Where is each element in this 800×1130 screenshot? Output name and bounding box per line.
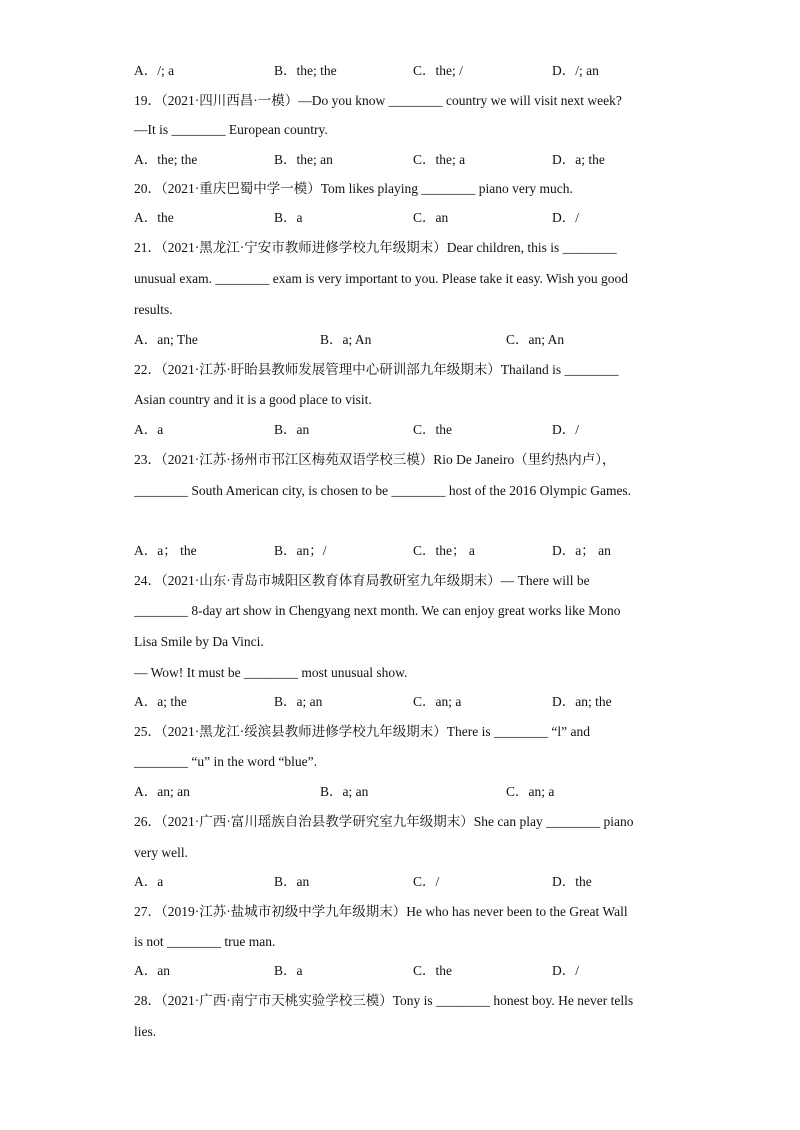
answer-options xyxy=(134,693,694,711)
answer-option-b[interactable]: B．an xyxy=(274,874,310,889)
answer-options xyxy=(134,783,694,801)
answer-options xyxy=(134,331,694,349)
question-stem: 26．（2021·广西·富川瑶族自治县教学研究室九年级期末）She can play ________ piano xyxy=(134,814,634,829)
question-stem-continued: Lisa Smile by Da Vinci. xyxy=(134,634,264,649)
answer-options xyxy=(134,873,694,891)
question-stem-continued: Asian country and it is a good place to visit. xyxy=(134,392,372,407)
question-stem-continued: — Wow! It must be ________ most unusual show. xyxy=(134,665,408,680)
answer-option-c[interactable]: C．the; / xyxy=(413,63,463,78)
answer-option-b[interactable]: B．the; an xyxy=(274,152,333,167)
answer-option-a[interactable]: A．an xyxy=(134,963,170,978)
question-stem-continued: ________ “u” in the word “blue”. xyxy=(134,754,317,769)
question-stem: 19．（2021·四川西昌·一模）—Do you know ________ country we will visit next week? xyxy=(134,93,622,108)
answer-option-a[interactable]: A．an; an xyxy=(134,784,190,799)
question-stem: 25．（2021·黑龙江·绥滨县教师进修学校九年级期末）There is ________ “l” and xyxy=(134,724,590,739)
answer-option-b[interactable]: B．a; an xyxy=(274,694,323,709)
answer-options xyxy=(134,962,694,980)
question-stem-continued: ________ South American city, is chosen to be ________ host of the 2016 Olympic Games. xyxy=(134,483,632,498)
answer-option-b[interactable]: B．a xyxy=(274,963,303,978)
answer-option-c[interactable]: C．the； a xyxy=(413,543,475,558)
answer-option-b[interactable]: B．a xyxy=(274,210,303,225)
answer-option-b[interactable]: B．an；/ xyxy=(274,543,327,558)
question-stem: 22．（2021·江苏·盱眙县教师发展管理中心研训部九年级期末）Thailand is ________ xyxy=(134,362,619,377)
answer-option-a[interactable]: A．a; the xyxy=(134,694,187,709)
answer-option-b[interactable]: B．an xyxy=(274,422,310,437)
answer-option-b[interactable]: B．a; an xyxy=(320,784,369,799)
answer-option-c[interactable]: C．an; a xyxy=(506,784,555,799)
question-stem: 28．（2021·广西·南宁市天桃实验学校三模）Tony is ________ honest boy. He never tells xyxy=(134,993,634,1008)
answer-option-d[interactable]: D．a； an xyxy=(552,543,611,558)
question-stem-continued: unusual exam. ________ exam is very important to you. Please take it easy. Wish you good xyxy=(134,271,628,286)
answer-option-a[interactable]: A．a xyxy=(134,874,164,889)
answer-option-d[interactable]: D．/ xyxy=(552,210,579,225)
answer-option-a[interactable]: A．the; the xyxy=(134,152,198,167)
answer-options xyxy=(134,62,694,80)
answer-option-d[interactable]: D．/; an xyxy=(552,63,599,78)
answer-option-d[interactable]: D．an; the xyxy=(552,694,612,709)
question-stem-continued: ________ 8-day art show in Chengyang next month. We can enjoy great works like Mono xyxy=(134,603,621,618)
question-stem: 23．（2021·江苏·扬州市邗江区梅苑双语学校三模）Rio De Janeiro（里约热内卢）， xyxy=(134,452,616,467)
answer-option-d[interactable]: D．/ xyxy=(552,963,579,978)
question-stem-continued: is not ________ true man. xyxy=(134,934,276,949)
answer-option-a[interactable]: A．the xyxy=(134,210,174,225)
answer-option-a[interactable]: A．/; a xyxy=(134,63,175,78)
answer-option-a[interactable]: A．a； the xyxy=(134,543,197,558)
question-stem-continued: —It is ________ European country. xyxy=(134,122,328,137)
answer-option-c[interactable]: C．an; An xyxy=(506,332,565,347)
answer-options xyxy=(134,421,694,439)
answer-options xyxy=(134,151,694,169)
answer-options xyxy=(134,209,694,227)
answer-option-c[interactable]: C．the xyxy=(413,963,452,978)
answer-option-c[interactable]: C．the xyxy=(413,422,452,437)
answer-option-c[interactable]: C．the; a xyxy=(413,152,466,167)
answer-option-d[interactable]: D．the xyxy=(552,874,592,889)
question-stem: 24．（2021·山东·青岛市城阳区教育体育局教研室九年级期末）— There will be xyxy=(134,573,590,588)
answer-option-b[interactable]: B．a; An xyxy=(320,332,372,347)
answer-option-b[interactable]: B．the; the xyxy=(274,63,337,78)
answer-option-a[interactable]: A．a xyxy=(134,422,164,437)
question-stem: 20．（2021·重庆巴蜀中学一模）Tom likes playing ________ piano very much. xyxy=(134,181,573,196)
answer-option-c[interactable]: C．an; a xyxy=(413,694,462,709)
answer-option-d[interactable]: D．a; the xyxy=(552,152,605,167)
question-stem-continued: results. xyxy=(134,302,173,317)
question-stem-continued: lies. xyxy=(134,1024,157,1039)
answer-option-d[interactable]: D．/ xyxy=(552,422,579,437)
question-stem-continued: very well. xyxy=(134,845,188,860)
answer-options xyxy=(134,542,694,560)
question-stem: 27．（2019·江苏·盐城市初级中学九年级期末）He who has never been to the Great Wall xyxy=(134,904,628,919)
answer-option-c[interactable]: C．an xyxy=(413,210,449,225)
answer-option-a[interactable]: A．an; The xyxy=(134,332,198,347)
answer-option-c[interactable]: C．/ xyxy=(413,874,440,889)
question-stem: 21．（2021·黑龙江·宁安市教师进修学校九年级期末）Dear children, this is ________ xyxy=(134,240,617,255)
